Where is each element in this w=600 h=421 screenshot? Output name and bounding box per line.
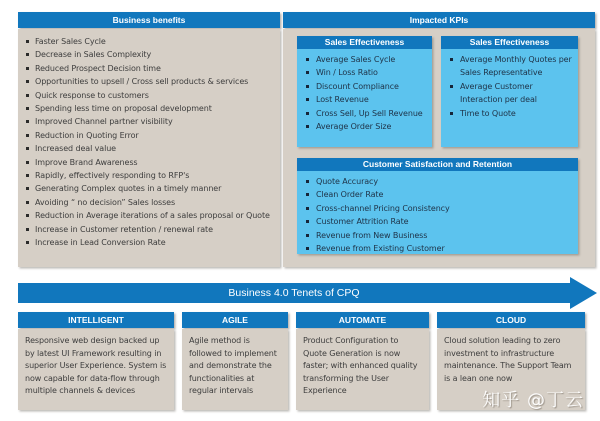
kpi-item: Revenue from New Business (304, 229, 574, 242)
benefit-item: Generating Complex quotes in a timely manner (24, 182, 276, 195)
sales-effectiveness-left-header: Sales Effectiveness (297, 36, 432, 49)
tenet-column-automate (296, 312, 429, 410)
benefit-item: Improved Channel partner visibility (24, 115, 276, 128)
kpi-item: Average Order Size (304, 120, 428, 133)
benefit-item: Quick response to customers (24, 89, 276, 102)
tenets-arrow-banner: Business 4.0 Tenets of CPQ (18, 283, 570, 303)
sales-effectiveness-box-right (441, 36, 578, 147)
kpi-item: Revenue from Existing Customer (304, 242, 574, 255)
tenet-cloud-header: CLOUD (437, 312, 585, 328)
benefit-item: Increased deal value (24, 142, 276, 155)
kpi-item: Average Sales Cycle (304, 53, 428, 66)
sales-effectiveness-right-list (441, 49, 578, 120)
tenet-cloud-body: Cloud solution leading to zero investment to infrastructure maintenance. The Support Team is a lean one now (437, 329, 585, 410)
tenet-column-agile (182, 312, 288, 410)
tenet-automate-header: AUTOMATE (296, 312, 429, 328)
sales-effectiveness-right-header: Sales Effectiveness (441, 36, 578, 49)
kpi-item: Cross-channel Pricing Consistency (304, 202, 574, 215)
sales-effectiveness-left-list (297, 49, 432, 133)
benefit-item: Faster Sales Cycle (24, 35, 276, 48)
impacted-kpis-body (283, 29, 595, 267)
tenet-intelligent-body: Responsive web design backed up by latest UI Framework resulting in superior User Experience. System is now capable for data-flow through multiple channels & devices (18, 329, 174, 410)
customer-satisfaction-box (297, 158, 578, 254)
business-benefits-body (18, 29, 280, 267)
tenet-intelligent-header: INTELLIGENT (18, 312, 174, 328)
tenet-column-intelligent (18, 312, 174, 410)
kpi-item: Win / Loss Ratio (304, 66, 428, 79)
customer-satisfaction-list (297, 171, 578, 255)
business-benefits-list (24, 35, 276, 250)
benefit-item: Opportunities to upsell / Cross sell products & services (24, 75, 276, 88)
tenet-agile-header: AGILE (182, 312, 288, 328)
benefit-item: Rapidly, effectively responding to RFP's (24, 169, 276, 182)
customer-satisfaction-header: Customer Satisfaction and Retention (297, 158, 578, 171)
kpi-item: Customer Attrition Rate (304, 215, 574, 228)
benefit-item: Improve Brand Awareness (24, 156, 276, 169)
kpi-item: Cross Sell, Up Sell Revenue (304, 107, 428, 120)
sales-effectiveness-box-left (297, 36, 432, 147)
tenet-automate-body: Product Configuration to Quote Generation is now faster; with enhanced quality transforming the User Experience (296, 329, 429, 410)
kpi-item: Lost Revenue (304, 93, 428, 106)
kpi-item: Discount Compliance (304, 80, 428, 93)
impacted-kpis-header: Impacted KPIs (283, 12, 595, 28)
zhihu-watermark: 知乎 @丁云 (482, 390, 584, 411)
tenet-agile-body: Agile method is followed to implement and demonstrate the functionalities at regular intervals (182, 329, 288, 410)
benefit-item: Reduction in Quoting Error (24, 129, 276, 142)
kpi-item: Average Customer Interaction per deal (448, 80, 574, 107)
benefit-item: Decrease in Sales Complexity (24, 48, 276, 61)
arrow-head-icon (570, 277, 597, 309)
kpi-item: Average Monthly Quotes per Sales Representative (448, 53, 574, 80)
benefit-item: Increase in Lead Conversion Rate (24, 236, 276, 249)
kpi-item: Clean Order Rate (304, 188, 574, 201)
kpi-item: Time to Quote (448, 107, 574, 120)
benefit-item: Avoiding “ no decision” Sales losses (24, 196, 276, 209)
business-benefits-panel (18, 12, 280, 267)
kpi-item: Quote Accuracy (304, 175, 574, 188)
benefit-item: Reduction in Average iterations of a sales proposal or Quote (24, 209, 276, 222)
benefit-item: Spending less time on proposal development (24, 102, 276, 115)
benefit-item: Increase in Customer retention / renewal rate (24, 223, 276, 236)
business-benefits-header: Business benefits (18, 12, 280, 28)
benefit-item: Reduced Prospect Decision time (24, 62, 276, 75)
impacted-kpis-panel (283, 12, 595, 267)
